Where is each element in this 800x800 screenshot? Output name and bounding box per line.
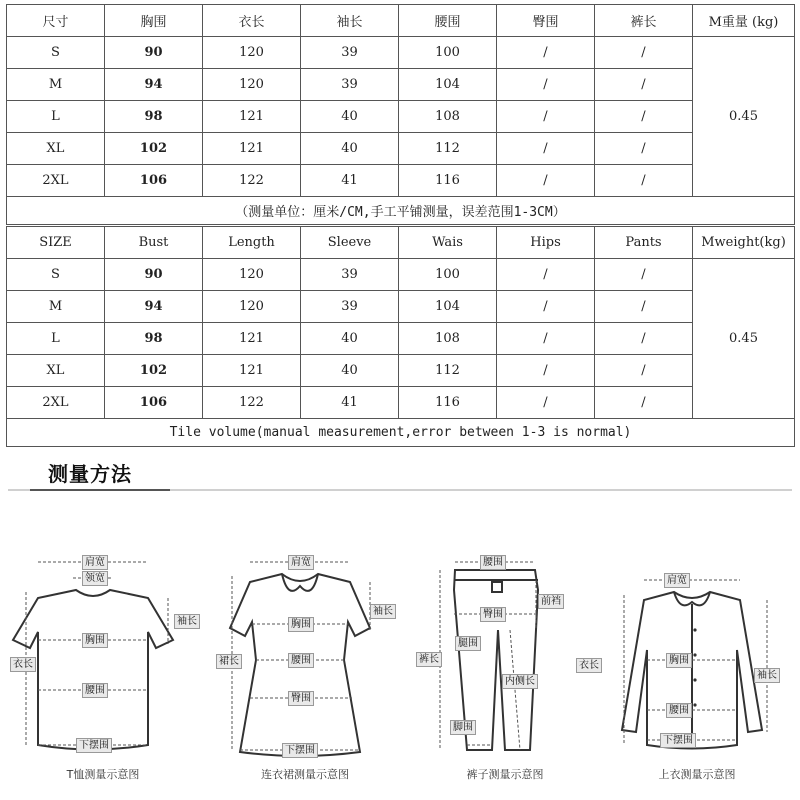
cell-waist: 104 [399,69,497,101]
diagram-caption: T恤测量示意图 [66,768,140,781]
label-shoulder: 肩宽 [288,555,314,570]
cell-pants: / [595,323,693,355]
cell-hips: / [497,323,595,355]
size-table-english [6,226,795,447]
label-length: 衣长 [576,658,602,673]
label-waist: 腰围 [82,683,108,698]
cell-size: XL [7,355,105,387]
cell-hips: / [497,37,595,69]
cell-length: 122 [203,165,301,197]
cell-bust: 98 [105,323,203,355]
cell-hips: / [497,259,595,291]
cell-bust: 94 [105,69,203,101]
table-row [7,259,795,291]
table-row [7,355,795,387]
cell-sleeve: 39 [301,291,399,323]
label-sleeve: 袖长 [754,668,780,683]
cell-bust: 94 [105,291,203,323]
cell-sleeve: 39 [301,259,399,291]
cell-bust: 102 [105,133,203,165]
label-hem: 下摆围 [660,733,696,748]
cell-bust: 102 [105,355,203,387]
label-waist: 腰围 [480,555,506,570]
label-rise: 前裆 [538,594,564,609]
label-hem: 下摆围 [282,743,318,758]
cell-waist: 108 [399,101,497,133]
label-length: 衣长 [10,657,36,672]
section-divider-accent [30,489,170,491]
section-title: 测量方法 [48,462,132,486]
cell-size: 2XL [7,387,105,419]
cell-pants: / [595,37,693,69]
dress-diagram [210,540,400,790]
label-hip: 臀围 [480,607,506,622]
cell-weight: 0.45 [693,37,795,197]
table-header-row [7,5,795,37]
cell-waist: 112 [399,355,497,387]
header-length: Length [203,227,301,259]
cell-pants: / [595,259,693,291]
cell-waist: 112 [399,133,497,165]
cell-sleeve: 40 [301,355,399,387]
cell-weight: 0.45 [693,259,795,419]
cell-pants: / [595,355,693,387]
cell-sleeve: 41 [301,165,399,197]
table-row [7,323,795,355]
table-note-row [7,419,795,447]
table-row [7,37,795,69]
cell-length: 120 [203,37,301,69]
cell-hips: / [497,355,595,387]
cell-waist: 100 [399,37,497,69]
cell-length: 121 [203,323,301,355]
label-thigh: 腿围 [455,636,481,651]
cell-waist: 116 [399,165,497,197]
label-shoulder: 肩宽 [82,555,108,570]
cell-waist: 100 [399,259,497,291]
label-neck: 领宽 [82,571,108,586]
header-size: SIZE [7,227,105,259]
label-shoulder: 肩宽 [664,573,690,588]
table-row [7,133,795,165]
label-hip: 臀围 [288,691,314,706]
cell-sleeve: 41 [301,387,399,419]
table-row [7,387,795,419]
header-bust: 胸围 [105,5,203,37]
cell-size: M [7,69,105,101]
cell-hips: / [497,387,595,419]
cell-waist: 104 [399,291,497,323]
cell-pants: / [595,133,693,165]
table-header-row [7,227,795,259]
cell-pants: / [595,291,693,323]
diagram-caption: 连衣裙测量示意图 [261,768,349,781]
cell-bust: 90 [105,37,203,69]
measurement-note: Tile volume(manual measurement,error between 1-3 is normal) [7,419,795,447]
label-sleeve: 袖长 [370,604,396,619]
header-waist: 腰围 [399,5,497,37]
cell-sleeve: 40 [301,323,399,355]
cell-hips: / [497,101,595,133]
cell-pants: / [595,69,693,101]
label-leg-opening: 脚围 [450,720,476,735]
label-chest: 胸围 [666,653,692,668]
cell-waist: 116 [399,387,497,419]
cell-length: 121 [203,133,301,165]
cell-size: S [7,259,105,291]
header-sleeve: Sleeve [301,227,399,259]
label-length: 裤长 [416,652,442,667]
pants-diagram [410,540,600,790]
header-pants: 裤长 [595,5,693,37]
tshirt-diagram [8,540,198,790]
cell-sleeve: 39 [301,37,399,69]
label-chest: 胸围 [82,633,108,648]
table-row [7,291,795,323]
cell-sleeve: 39 [301,69,399,101]
header-sleeve: 袖长 [301,5,399,37]
cell-size: L [7,101,105,133]
header-weight: Mweight(kg) [693,227,795,259]
cell-length: 122 [203,387,301,419]
header-hips: Hips [497,227,595,259]
cell-size: XL [7,133,105,165]
cell-bust: 98 [105,101,203,133]
label-chest: 胸围 [288,617,314,632]
cell-pants: / [595,165,693,197]
label-waist: 腰围 [288,653,314,668]
cell-length: 121 [203,101,301,133]
size-table-chinese [6,4,795,225]
cell-pants: / [595,101,693,133]
cell-length: 120 [203,291,301,323]
cell-length: 120 [203,259,301,291]
cell-size: 2XL [7,165,105,197]
table-row [7,165,795,197]
cell-hips: / [497,133,595,165]
cell-hips: / [497,165,595,197]
diagram-caption: 裤子测量示意图 [466,768,544,781]
cell-bust: 90 [105,259,203,291]
cell-hips: / [497,291,595,323]
header-hips: 臀围 [497,5,595,37]
cell-hips: / [497,69,595,101]
diagram-caption: 上衣测量示意图 [658,768,736,781]
label-length: 裙长 [216,654,242,669]
shirt-diagram [579,540,792,790]
header-waist: Wais [399,227,497,259]
cell-length: 121 [203,355,301,387]
cell-size: S [7,37,105,69]
label-hem: 下摆围 [76,738,112,753]
cell-pants: / [595,387,693,419]
measurement-diagrams [0,540,800,800]
header-pants: Pants [595,227,693,259]
table-row [7,101,795,133]
cell-size: L [7,323,105,355]
label-inseam: 内侧长 [502,674,538,689]
cell-sleeve: 40 [301,101,399,133]
header-weight: M重量 (kg) [693,5,795,37]
header-bust: Bust [105,227,203,259]
cell-bust: 106 [105,165,203,197]
header-length: 衣长 [203,5,301,37]
cell-bust: 106 [105,387,203,419]
cell-sleeve: 40 [301,133,399,165]
cell-waist: 108 [399,323,497,355]
measurement-note: （测量单位：厘米/CM,手工平铺测量，误差范围1-3CM） [7,197,795,225]
table-note-row [7,197,795,225]
label-sleeve: 袖长 [174,614,200,629]
shirt-outline-icon [602,540,792,770]
label-waist: 腰围 [666,703,692,718]
table-row [7,69,795,101]
cell-length: 120 [203,69,301,101]
header-size: 尺寸 [7,5,105,37]
cell-size: M [7,291,105,323]
